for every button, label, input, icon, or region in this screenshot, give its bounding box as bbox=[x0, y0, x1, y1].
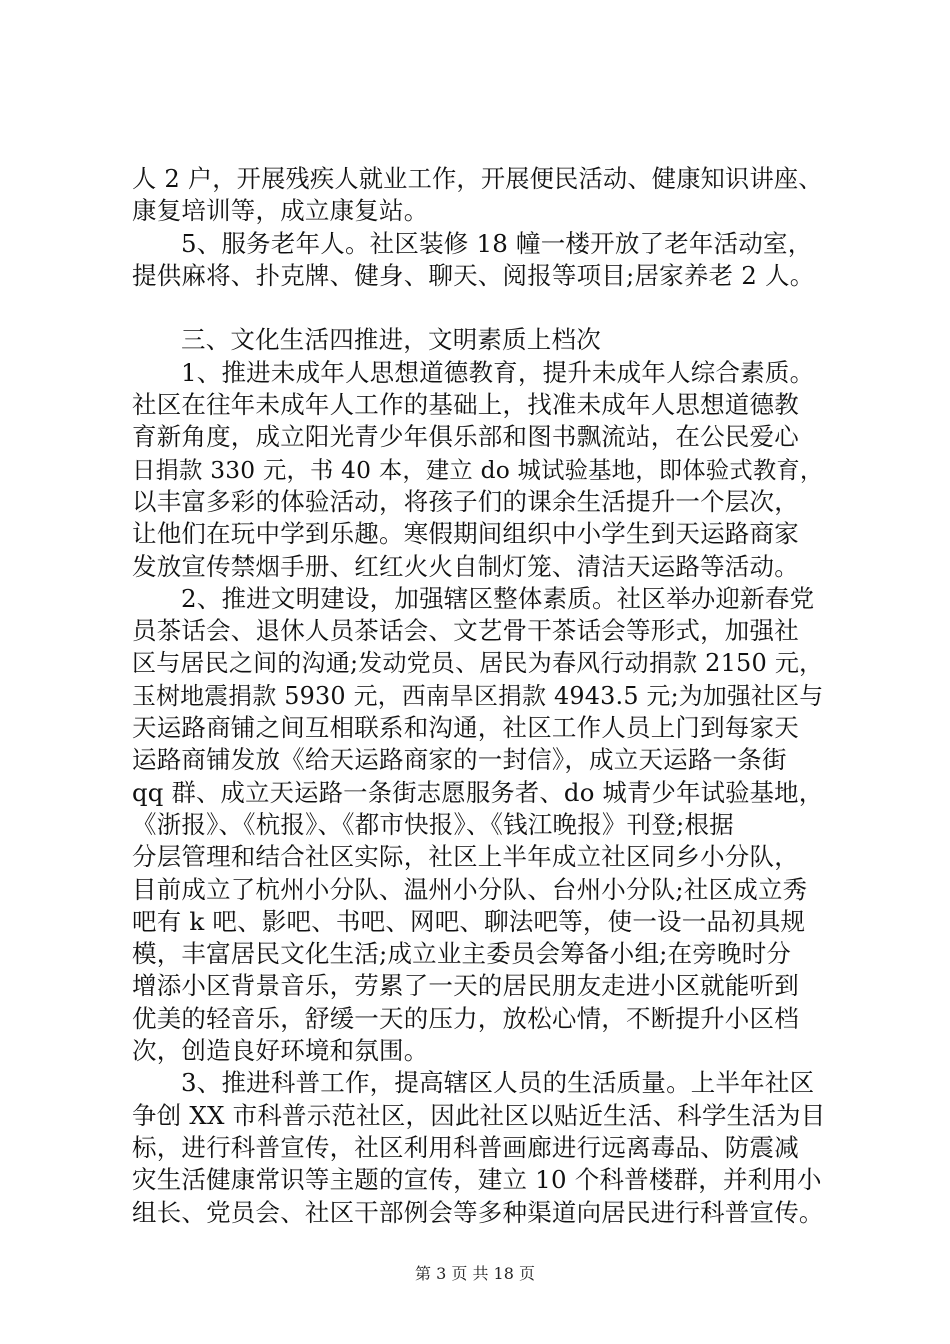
text-line: 目前成立了杭州小分队、温州小分队、台州小分队;社区成立秀 bbox=[132, 874, 808, 904]
text-line: 次，创造良好环境和氛围。 bbox=[132, 1036, 429, 1066]
text-line: 组长、党员会、社区干部例会等多种渠道向居民进行科普宣传。 bbox=[132, 1197, 824, 1227]
text-line: 《浙报》、《杭报》、《都市快报》、《钱江晚报》刊登;根据 bbox=[132, 809, 734, 839]
text-line: 5、服务老年人。社区装修 18 幢一楼开放了老年活动室， bbox=[181, 228, 813, 258]
text-line: 玉树地震捐款 5930 元，西南旱区捐款 4943.5 元;为加强社区与 bbox=[132, 681, 824, 710]
text-line: 灾生活健康常识等主题的宣传，建立 10 个科普楼群，并利用小 bbox=[132, 1165, 822, 1195]
text-line: 区与居民之间的沟通;发动党员、居民为春风行动捐款 2150 元， bbox=[132, 649, 824, 678]
page-number-footer: 第 3 页 共 18 页 bbox=[415, 1264, 535, 1283]
text-line: 天运路商铺之间互相联系和沟通，社区工作人员上门到每家天 bbox=[132, 713, 799, 743]
text-line: 运路商铺发放《给天运路商家的一封信》，成立天运路一条街 bbox=[132, 745, 787, 775]
text-line: 3、推进科普工作，提高辖区人员的生活质量。上半年社区 bbox=[181, 1068, 815, 1098]
text-line: 社区在往年未成年人工作的基础上，找准未成年人思想道德教 bbox=[132, 390, 799, 420]
text-line: 1、推进未成年人思想道德教育，提升未成年人综合素质。 bbox=[181, 357, 815, 387]
text-line: 人 2 户，开展残疾人就业工作，开展便民活动、健康知识讲座、 bbox=[132, 165, 823, 193]
text-line: 育新角度，成立阳光青少年俱乐部和图书飘流站，在公民爱心 bbox=[132, 422, 799, 452]
text-line: 发放宣传禁烟手册、红红火火自制灯笼、清洁天运路等活动。 bbox=[132, 551, 799, 581]
body-text bbox=[132, 163, 827, 1229]
text-line: 提供麻将、扑克牌、健身、聊天、阅报等项目;居家养老 2 人。 bbox=[132, 260, 815, 290]
text-line: 员茶话会、退休人员茶话会、文艺骨干茶话会等形式，加强社 bbox=[132, 616, 799, 646]
text-line: 争创 XX 市科普示范社区，因此社区以贴近生活、科学生活为目 bbox=[132, 1100, 826, 1130]
text-line: 优美的轻音乐，舒缓一天的压力，放松心情，不断提升小区档 bbox=[132, 1003, 799, 1033]
text-line: qq 群、成立天运路一条街志愿服务者、do 城青少年试验基地， bbox=[132, 777, 824, 807]
text-line: 以丰富多彩的体验活动，将孩子们的课余生活提升一个层次， bbox=[132, 486, 799, 516]
blank-line bbox=[132, 292, 827, 324]
text-line: 标，进行科普宣传，社区利用科普画廊进行远离毒品、防震减 bbox=[132, 1132, 799, 1162]
text-line: 分层管理和结合社区实际，社区上半年成立社区同乡小分队， bbox=[132, 842, 799, 872]
text-line: 让他们在玩中学到乐趣。寒假期间组织中小学生到天运路商家 bbox=[132, 519, 799, 549]
text-line: 康复培训等，成立康复站。 bbox=[132, 196, 429, 226]
text-line: 2、推进文明建设，加强辖区整体素质。社区举办迎新春党 bbox=[181, 583, 815, 613]
text-line: 模，丰富居民文化生活;成立业主委员会筹备小组;在旁晚时分 bbox=[132, 939, 792, 969]
text-line: 日捐款 330 元，书 40 本，建立 do 城试验基地，即体验式教育， bbox=[132, 455, 824, 484]
section-heading: 三、文化生活四推进，文明素质上档次 bbox=[181, 325, 601, 355]
text-line: 增添小区背景音乐，劳累了一天的居民朋友走进小区就能听到 bbox=[132, 971, 799, 1001]
text-line: 吧有 k 吧、影吧、书吧、网吧、聊法吧等，使一设一品初具规 bbox=[132, 906, 806, 936]
